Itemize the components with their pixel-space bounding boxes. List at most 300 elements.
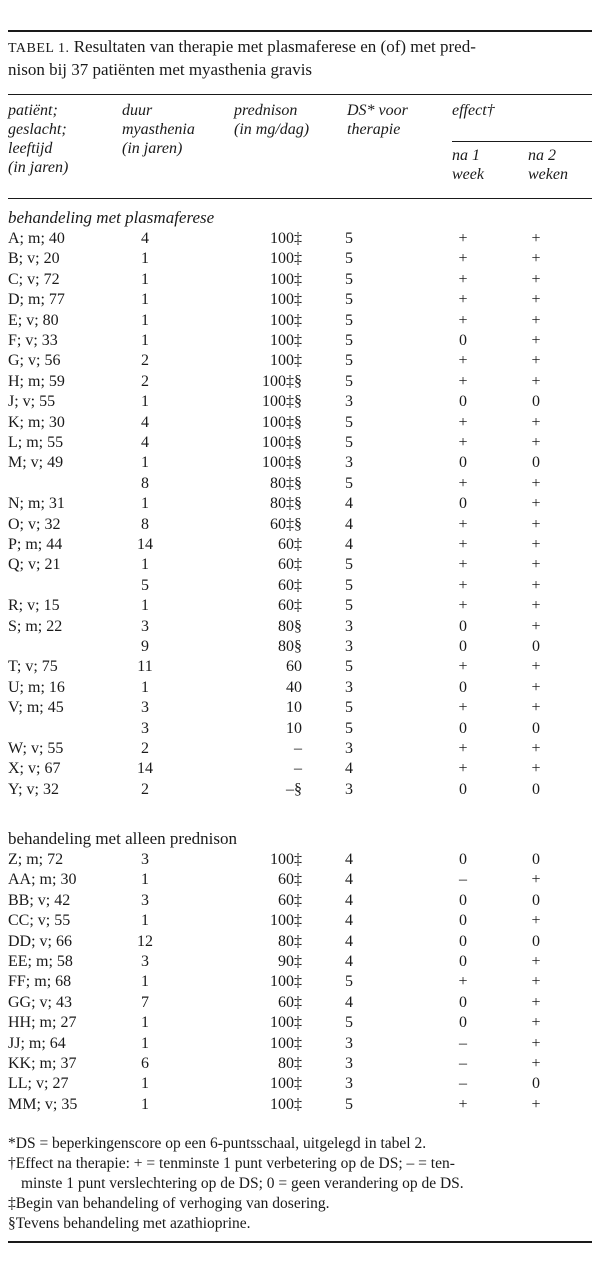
cell-prednison: 60‡ [278, 891, 302, 909]
cell-prednison: 100‡ [270, 851, 302, 868]
cell-duration: 12 [137, 932, 153, 950]
cell-duration: 4 [141, 434, 149, 451]
footnote-dosage: ‡Begin van behandeling of verhoging van dosering. [8, 1195, 330, 1212]
table-row [0, 870, 600, 890]
cell-effect-week1: 0 [459, 719, 467, 737]
cell-ds-score: 3 [345, 678, 353, 696]
table-row [0, 698, 600, 718]
cell-duration: 1 [141, 973, 149, 991]
cell-effect-week1: + [458, 699, 468, 717]
table-row [0, 311, 600, 331]
cell-prednison: 100‡§ [262, 372, 302, 390]
cell-effect-week1: + [458, 311, 468, 329]
cell-effect-week1: 0 [459, 332, 467, 349]
table-row [0, 413, 600, 433]
cell-duration: 3 [141, 891, 149, 909]
cell-patient: B; v; 20 [8, 250, 60, 268]
cell-ds-score: 5 [345, 352, 353, 370]
caption-line-1: Resultaten van therapie met plasmaferese en (of) met pred- [69, 37, 476, 56]
footnote-ds: *DS = beperkingenscore op een 6-puntsschaal, uitgelegd in tabel 2. [8, 1135, 427, 1152]
cell-effect-week2: + [531, 678, 541, 696]
footnote-effect: †Effect na therapie: + = tenminste 1 punt verbetering op de DS; – = ten- [8, 1155, 455, 1172]
cell-prednison: 100‡ [270, 250, 302, 268]
cell-effect-week2: 0 [532, 719, 540, 737]
cell-duration: 1 [141, 454, 149, 472]
cell-ds-score: 3 [345, 740, 353, 757]
cell-effect-week1: + [458, 413, 468, 431]
cell-duration: 1 [141, 1034, 149, 1052]
table-row [0, 270, 600, 290]
cell-effect-week2: + [531, 597, 541, 615]
cell-patient: KK; m; 37 [8, 1055, 77, 1072]
cell-patient: GG; v; 43 [8, 993, 72, 1011]
cell-prednison: 40 [286, 678, 302, 696]
caption-label: TABEL 1. [8, 41, 70, 56]
caption-line-2: nison bij 37 patiënten met myasthenia gravis [8, 60, 313, 79]
table-row [0, 290, 600, 310]
cell-effect-week1: + [458, 973, 468, 991]
cell-duration: 6 [141, 1055, 149, 1072]
cell-duration: 3 [141, 617, 149, 635]
table-row [0, 372, 600, 392]
cell-prednison: 100‡ [270, 1075, 302, 1093]
cell-ds-score: 5 [345, 434, 353, 451]
cell-prednison: 100‡ [270, 352, 302, 370]
cell-patient: V; m; 45 [8, 699, 64, 717]
cell-patient: AA; m; 30 [8, 871, 77, 889]
section-title: behandeling met alleen prednison [8, 829, 237, 848]
cell-ds-score: 4 [345, 536, 353, 553]
cell-prednison: 100‡ [270, 912, 302, 930]
cell-ds-score: 4 [345, 953, 353, 970]
cell-ds-score: 3 [345, 1034, 353, 1052]
table-row [0, 657, 600, 677]
cell-effect-week2: + [531, 291, 541, 309]
cell-patient: EE; m; 58 [8, 953, 73, 970]
cell-effect-week1: 0 [459, 851, 467, 868]
cell-effect-week2: 0 [532, 393, 540, 411]
cell-prednison: 90‡ [278, 953, 302, 970]
cell-effect-week1: 0 [459, 932, 467, 950]
cell-effect-week2: + [531, 474, 541, 492]
table-row [0, 678, 600, 698]
header-week2-line: na 2 [528, 147, 556, 164]
table-row [0, 433, 600, 453]
cell-ds-score: 4 [345, 495, 353, 513]
cell-duration: 1 [141, 291, 149, 309]
cell-patient: A; m; 40 [8, 230, 65, 247]
cell-ds-score: 5 [345, 270, 353, 288]
cell-effect-week1: 0 [459, 780, 467, 798]
table-row [0, 555, 600, 575]
cell-ds-score: 4 [345, 851, 353, 868]
cell-effect-week2: + [531, 871, 541, 889]
cell-effect-week1: 0 [459, 495, 467, 513]
cell-effect-week2: + [531, 760, 541, 778]
table-row [0, 637, 600, 657]
header-patient-line: patiënt; [8, 102, 58, 119]
cell-prednison: 100‡ [270, 1095, 302, 1113]
header-top-rule [8, 94, 592, 95]
cell-patient: N; m; 31 [8, 495, 65, 513]
cell-duration: 1 [141, 311, 149, 329]
cell-effect-week1: 0 [459, 953, 467, 970]
cell-effect-week2: + [531, 740, 541, 757]
cell-effect-week1: + [458, 434, 468, 451]
table-row [0, 494, 600, 514]
cell-prednison: 10 [286, 719, 302, 737]
section-title: behandeling met plasmaferese [8, 208, 215, 227]
header-prednison-line: prednison [234, 102, 298, 119]
cell-prednison: 60 [286, 658, 302, 676]
cell-effect-week1: + [458, 250, 468, 268]
cell-ds-score: 3 [345, 393, 353, 411]
cell-ds-score: 5 [345, 311, 353, 329]
cell-patient: H; m; 59 [8, 372, 65, 390]
cell-effect-week1: + [458, 230, 468, 247]
cell-effect-week1: 0 [459, 993, 467, 1011]
cell-patient: P; m; 44 [8, 536, 63, 553]
cell-effect-week2: + [531, 515, 541, 533]
cell-prednison: –§ [286, 780, 302, 798]
cell-prednison: 60‡ [278, 597, 302, 615]
table-row [0, 932, 600, 952]
cell-effect-week1: + [458, 474, 468, 492]
cell-duration: 1 [141, 1095, 149, 1113]
cell-ds-score: 4 [345, 891, 353, 909]
cell-ds-score: 5 [345, 556, 353, 574]
cell-prednison: 100‡§ [262, 434, 302, 451]
cell-effect-week1: + [458, 291, 468, 309]
cell-ds-score: 5 [345, 973, 353, 991]
table-row [0, 249, 600, 269]
top-rule [8, 30, 592, 32]
cell-ds-score: 3 [345, 780, 353, 798]
cell-duration: 1 [141, 1014, 149, 1032]
header-ds-line: DS* voor [347, 102, 408, 119]
cell-effect-week1: – [459, 871, 467, 889]
header-week2 [528, 146, 568, 184]
table-row [0, 972, 600, 992]
cell-effect-week2: + [531, 699, 541, 717]
cell-duration: 1 [141, 270, 149, 288]
cell-effect-week1: + [458, 515, 468, 533]
cell-duration: 1 [141, 597, 149, 615]
header-effect [452, 101, 495, 120]
cell-effect-week2: 0 [532, 638, 540, 655]
cell-effect-week1: 0 [459, 617, 467, 635]
cell-duration: 1 [141, 912, 149, 930]
cell-effect-week1: + [458, 352, 468, 370]
footnote-effect-continued: minste 1 punt verslechtering op de DS; 0 = geen verandering op de DS. [21, 1175, 464, 1192]
cell-ds-score: 5 [345, 1095, 353, 1113]
cell-effect-week1: + [458, 1095, 468, 1113]
header-duration-line: myasthenia [122, 121, 195, 138]
cell-duration: 9 [141, 638, 149, 655]
cell-effect-week2: + [531, 352, 541, 370]
cell-effect-week2: + [531, 973, 541, 991]
cell-ds-score: 5 [345, 250, 353, 268]
cell-prednison: 100‡ [270, 291, 302, 309]
cell-prednison: – [294, 740, 302, 757]
cell-effect-week2: + [531, 1055, 541, 1072]
cell-prednison: 60‡ [278, 556, 302, 574]
cell-patient: DD; v; 66 [8, 932, 72, 950]
cell-effect-week1: + [458, 556, 468, 574]
table-row [0, 993, 600, 1013]
cell-patient: K; m; 30 [8, 413, 65, 431]
table-row [0, 780, 600, 800]
cell-prednison: 100‡ [270, 332, 302, 349]
cell-effect-week2: + [531, 332, 541, 349]
footnotes [8, 1134, 598, 1234]
cell-patient: JJ; m; 64 [8, 1034, 66, 1052]
cell-effect-week1: + [458, 536, 468, 553]
cell-prednison: 100‡§ [262, 413, 302, 431]
table-row [0, 453, 600, 473]
cell-patient: U; m; 16 [8, 678, 65, 696]
cell-prednison: 60‡ [278, 993, 302, 1011]
header-patient [8, 101, 68, 177]
cell-patient: CC; v; 55 [8, 912, 71, 930]
cell-ds-score: 4 [345, 932, 353, 950]
cell-duration: 1 [141, 250, 149, 268]
cell-patient: Q; v; 21 [8, 556, 61, 574]
cell-effect-week2: 0 [532, 891, 540, 909]
cell-ds-score: 5 [345, 1014, 353, 1032]
cell-effect-week1: – [459, 1055, 467, 1072]
cell-ds-score: 3 [345, 1055, 353, 1072]
cell-ds-score: 3 [345, 638, 353, 655]
cell-effect-week1: + [458, 372, 468, 390]
table-row [0, 1095, 600, 1115]
cell-prednison: 80‡ [278, 1055, 302, 1072]
cell-duration: 2 [141, 372, 149, 390]
table-caption [8, 36, 592, 80]
cell-duration: 1 [141, 332, 149, 349]
table-row [0, 229, 600, 249]
cell-effect-week1: + [458, 658, 468, 676]
cell-ds-score: 5 [345, 699, 353, 717]
cell-patient: D; m; 77 [8, 291, 65, 309]
cell-patient: M; v; 49 [8, 454, 64, 472]
cell-duration: 11 [137, 658, 153, 676]
cell-ds-score: 4 [345, 515, 353, 533]
header-duration-line: (in jaren) [122, 140, 183, 157]
cell-duration: 2 [141, 780, 149, 798]
cell-patient: L; m; 55 [8, 434, 64, 451]
header-patient-line: leeftijd [8, 140, 53, 157]
cell-effect-week1: + [458, 740, 468, 757]
cell-ds-score: 5 [345, 474, 353, 492]
cell-effect-week2: + [531, 1095, 541, 1113]
cell-duration: 1 [141, 393, 149, 411]
cell-effect-week2: + [531, 1014, 541, 1032]
cell-effect-week2: + [531, 230, 541, 247]
cell-patient: FF; m; 68 [8, 973, 72, 991]
table-row [0, 1013, 600, 1033]
header-patient-line: geslacht; [8, 121, 67, 138]
cell-duration: 4 [141, 230, 149, 247]
cell-ds-score: 4 [345, 871, 353, 889]
cell-effect-week1: 0 [459, 454, 467, 472]
cell-ds-score: 4 [345, 760, 353, 778]
cell-patient: BB; v; 42 [8, 891, 71, 909]
header-ds [347, 101, 408, 139]
cell-effect-week2: + [531, 434, 541, 451]
cell-duration: 3 [141, 699, 149, 717]
cell-prednison: 100‡§ [262, 393, 302, 411]
header-week1-line: week [452, 166, 484, 183]
header-week1 [452, 146, 484, 184]
footnote-azathioprine: §Tevens behandeling met azathioprine. [8, 1215, 251, 1232]
cell-prednison: 60‡§ [270, 515, 302, 533]
bottom-rule [8, 1241, 592, 1243]
cell-patient: F; v; 33 [8, 332, 58, 349]
cell-prednison: 80§ [278, 617, 302, 635]
cell-effect-week2: + [531, 311, 541, 329]
table-row [0, 1054, 600, 1074]
cell-effect-week1: – [459, 1075, 467, 1093]
cell-effect-week2: + [531, 993, 541, 1011]
cell-prednison: 60‡ [278, 871, 302, 889]
header-duration [122, 101, 195, 158]
cell-duration: 4 [141, 413, 149, 431]
cell-prednison: 80§ [278, 638, 302, 655]
cell-effect-week1: 0 [459, 1014, 467, 1032]
cell-effect-week1: – [459, 1034, 467, 1052]
cell-prednison: 100‡§ [262, 454, 302, 472]
cell-effect-week2: + [531, 413, 541, 431]
header-prednison-line: (in mg/dag) [234, 121, 310, 138]
cell-prednison: 100‡ [270, 311, 302, 329]
cell-effect-week2: + [531, 1034, 541, 1052]
header-effect-label: effect† [452, 102, 495, 119]
cell-prednison: – [294, 760, 302, 778]
cell-duration: 14 [137, 536, 153, 553]
cell-ds-score: 4 [345, 912, 353, 930]
cell-duration: 1 [141, 1075, 149, 1093]
cell-duration: 1 [141, 556, 149, 574]
table-row [0, 719, 600, 739]
header-prednison [234, 101, 309, 139]
cell-duration: 7 [141, 993, 149, 1011]
cell-patient: G; v; 56 [8, 352, 61, 370]
cell-ds-score: 3 [345, 454, 353, 472]
cell-effect-week2: + [531, 658, 541, 676]
cell-ds-score: 5 [345, 230, 353, 247]
cell-patient: O; v; 32 [8, 515, 61, 533]
header-duration-line: duur [122, 102, 153, 119]
cell-patient: J; v; 55 [8, 393, 56, 411]
cell-ds-score: 3 [345, 617, 353, 635]
cell-ds-score: 5 [345, 332, 353, 349]
cell-duration: 8 [141, 474, 149, 492]
cell-prednison: 100‡ [270, 973, 302, 991]
table-row [0, 515, 600, 535]
cell-duration: 3 [141, 953, 149, 970]
cell-effect-week2: + [531, 536, 541, 553]
table-row [0, 891, 600, 911]
cell-patient: Y; v; 32 [8, 780, 59, 798]
cell-prednison: 80‡§ [270, 495, 302, 513]
cell-patient: LL; v; 27 [8, 1075, 69, 1093]
cell-effect-week2: + [531, 556, 541, 574]
cell-ds-score: 4 [345, 993, 353, 1011]
header-ds-line: therapie [347, 121, 401, 138]
header-patient-line: (in jaren) [8, 159, 69, 176]
cell-duration: 14 [137, 760, 153, 778]
cell-duration: 3 [141, 851, 149, 868]
cell-ds-score: 3 [345, 1075, 353, 1093]
cell-effect-week1: + [458, 760, 468, 778]
cell-patient: T; v; 75 [8, 658, 58, 676]
table-row [0, 911, 600, 931]
cell-duration: 5 [141, 576, 149, 594]
table-row [0, 392, 600, 412]
cell-effect-week2: + [531, 495, 541, 513]
cell-effect-week2: 0 [532, 1075, 540, 1093]
cell-duration: 3 [141, 719, 149, 737]
table-row [0, 596, 600, 616]
cell-ds-score: 5 [345, 413, 353, 431]
table-row [0, 850, 600, 870]
table-row [0, 739, 600, 759]
cell-ds-score: 5 [345, 658, 353, 676]
header-week2-line: weken [528, 166, 568, 183]
cell-effect-week1: + [458, 576, 468, 594]
cell-effect-week2: + [531, 576, 541, 594]
cell-effect-week1: 0 [459, 638, 467, 655]
cell-prednison: 100‡ [270, 270, 302, 288]
cell-prednison: 60‡ [278, 536, 302, 553]
cell-effect-week1: 0 [459, 912, 467, 930]
cell-duration: 2 [141, 352, 149, 370]
header-week1-line: na 1 [452, 147, 480, 164]
cell-patient: E; v; 80 [8, 311, 59, 329]
cell-effect-week2: + [531, 617, 541, 635]
cell-patient: HH; m; 27 [8, 1014, 77, 1032]
effect-subheader-rule [452, 141, 592, 142]
table-row [0, 617, 600, 637]
cell-effect-week1: + [458, 597, 468, 615]
cell-duration: 1 [141, 678, 149, 696]
cell-effect-week1: 0 [459, 891, 467, 909]
cell-effect-week2: 0 [532, 932, 540, 950]
table-row [0, 1034, 600, 1054]
cell-patient: MM; v; 35 [8, 1095, 78, 1113]
cell-prednison: 60‡ [278, 576, 302, 594]
table-row [0, 952, 600, 972]
cell-effect-week2: + [531, 372, 541, 390]
table-row [0, 535, 600, 555]
header-bottom-rule [8, 198, 592, 199]
cell-prednison: 80‡ [278, 932, 302, 950]
cell-duration: 8 [141, 515, 149, 533]
cell-ds-score: 5 [345, 719, 353, 737]
cell-duration: 2 [141, 740, 149, 757]
table-row [0, 474, 600, 494]
cell-patient: W; v; 55 [8, 740, 64, 757]
cell-prednison: 100‡ [270, 230, 302, 247]
cell-prednison: 100‡ [270, 1014, 302, 1032]
table-row [0, 351, 600, 371]
cell-effect-week2: + [531, 270, 541, 288]
table-row [0, 1074, 600, 1094]
cell-patient: S; m; 22 [8, 617, 63, 635]
cell-effect-week2: 0 [532, 454, 540, 472]
cell-ds-score: 5 [345, 372, 353, 390]
